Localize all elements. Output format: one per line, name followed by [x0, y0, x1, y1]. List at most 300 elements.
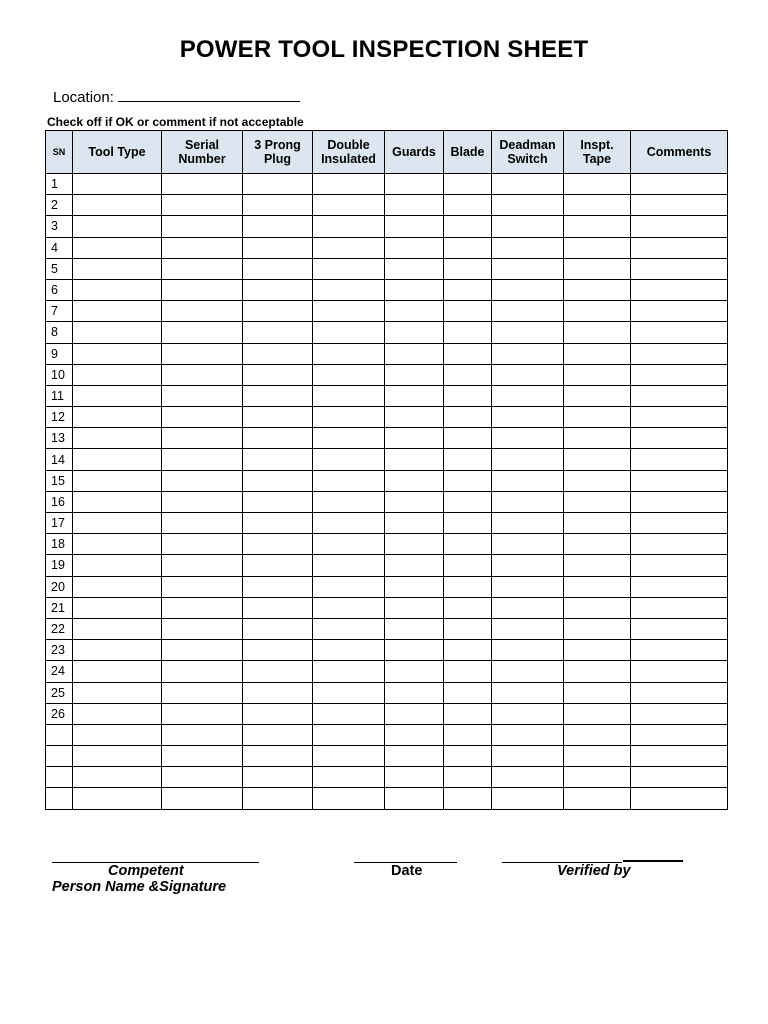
cell-blade[interactable] — [444, 428, 492, 449]
cell-inspt-tape[interactable] — [564, 682, 631, 703]
cell-3-prong-plug[interactable] — [243, 576, 313, 597]
cell-3-prong-plug[interactable] — [243, 470, 313, 491]
cell-double-insulated[interactable] — [313, 322, 385, 343]
cell-inspt-tape[interactable] — [564, 788, 631, 809]
table-header-row — [46, 131, 728, 174]
cell-blade[interactable] — [444, 195, 492, 216]
cell-inspt-tape[interactable] — [564, 428, 631, 449]
cell-inspt-tape[interactable] — [564, 343, 631, 364]
cell-guards[interactable] — [385, 385, 444, 406]
cell-deadman-switch[interactable] — [492, 767, 564, 788]
cell-tool-type[interactable] — [73, 534, 162, 555]
row-number-cell: 21 — [46, 597, 73, 618]
cell-serial-number[interactable] — [162, 788, 243, 809]
cell-tool-type[interactable] — [73, 322, 162, 343]
cell-serial-number[interactable] — [162, 682, 243, 703]
cell-tool-type[interactable] — [73, 258, 162, 279]
cell-inspt-tape[interactable] — [564, 640, 631, 661]
cell-inspt-tape[interactable] — [564, 470, 631, 491]
cell-deadman-switch[interactable] — [492, 237, 564, 258]
cell-guards[interactable] — [385, 449, 444, 470]
cell-double-insulated[interactable] — [313, 470, 385, 491]
cell-guards[interactable] — [385, 661, 444, 682]
cell-serial-number[interactable] — [162, 237, 243, 258]
table-row — [46, 534, 728, 555]
cell-deadman-switch[interactable] — [492, 555, 564, 576]
cell-blade[interactable] — [444, 534, 492, 555]
cell-tool-type[interactable] — [73, 746, 162, 767]
cell-guards[interactable] — [385, 534, 444, 555]
cell-double-insulated[interactable] — [313, 597, 385, 618]
cell-guards[interactable] — [385, 301, 444, 322]
cell-serial-number[interactable] — [162, 385, 243, 406]
cell-serial-number[interactable] — [162, 174, 243, 195]
row-number-cell: 19 — [46, 555, 73, 576]
table-row — [46, 682, 728, 703]
cell-deadman-switch[interactable] — [492, 470, 564, 491]
cell-guards[interactable] — [385, 470, 444, 491]
cell-deadman-switch[interactable] — [492, 195, 564, 216]
cell-double-insulated[interactable] — [313, 513, 385, 534]
row-number-cell: 16 — [46, 491, 73, 512]
cell-comments[interactable] — [631, 618, 728, 639]
table-row — [46, 640, 728, 661]
cell-blade[interactable] — [444, 597, 492, 618]
row-number-cell: 12 — [46, 407, 73, 428]
cell-3-prong-plug[interactable] — [243, 322, 313, 343]
cell-double-insulated[interactable] — [313, 216, 385, 237]
cell-double-insulated[interactable] — [313, 618, 385, 639]
cell-guards[interactable] — [385, 279, 444, 300]
cell-inspt-tape[interactable] — [564, 618, 631, 639]
cell-comments[interactable] — [631, 534, 728, 555]
cell-serial-number[interactable] — [162, 195, 243, 216]
cell-inspt-tape[interactable] — [564, 385, 631, 406]
cell-3-prong-plug[interactable] — [243, 237, 313, 258]
cell-blade[interactable] — [444, 491, 492, 512]
cell-blade[interactable] — [444, 322, 492, 343]
cell-serial-number[interactable] — [162, 428, 243, 449]
cell-serial-number[interactable] — [162, 661, 243, 682]
cell-blade[interactable] — [444, 513, 492, 534]
cell-3-prong-plug[interactable] — [243, 555, 313, 576]
cell-deadman-switch[interactable] — [492, 576, 564, 597]
cell-blade[interactable] — [444, 385, 492, 406]
cell-deadman-switch[interactable] — [492, 597, 564, 618]
cell-guards[interactable] — [385, 640, 444, 661]
cell-serial-number[interactable] — [162, 343, 243, 364]
cell-deadman-switch[interactable] — [492, 364, 564, 385]
cell-double-insulated[interactable] — [313, 576, 385, 597]
cell-guards[interactable] — [385, 174, 444, 195]
cell-deadman-switch[interactable] — [492, 428, 564, 449]
cell-serial-number[interactable] — [162, 470, 243, 491]
cell-inspt-tape[interactable] — [564, 767, 631, 788]
cell-inspt-tape[interactable] — [564, 661, 631, 682]
cell-guards[interactable] — [385, 237, 444, 258]
cell-double-insulated[interactable] — [313, 767, 385, 788]
cell-blade[interactable] — [444, 343, 492, 364]
table-row — [46, 195, 728, 216]
cell-serial-number[interactable] — [162, 364, 243, 385]
cell-deadman-switch[interactable] — [492, 279, 564, 300]
row-number-cell — [46, 788, 73, 809]
cell-guards[interactable] — [385, 216, 444, 237]
cell-deadman-switch[interactable] — [492, 534, 564, 555]
cell-comments[interactable] — [631, 597, 728, 618]
cell-guards[interactable] — [385, 428, 444, 449]
cell-comments[interactable] — [631, 301, 728, 322]
cell-deadman-switch[interactable] — [492, 513, 564, 534]
cell-deadman-switch[interactable] — [492, 703, 564, 724]
cell-double-insulated[interactable] — [313, 407, 385, 428]
cell-blade[interactable] — [444, 555, 492, 576]
cell-double-insulated[interactable] — [313, 301, 385, 322]
date-label: Date — [391, 863, 423, 879]
cell-blade[interactable] — [444, 767, 492, 788]
cell-comments[interactable] — [631, 216, 728, 237]
cell-3-prong-plug[interactable] — [243, 216, 313, 237]
cell-blade[interactable] — [444, 407, 492, 428]
cell-3-prong-plug[interactable] — [243, 258, 313, 279]
cell-deadman-switch[interactable] — [492, 322, 564, 343]
cell-double-insulated[interactable] — [313, 661, 385, 682]
cell-inspt-tape[interactable] — [564, 513, 631, 534]
cell-deadman-switch[interactable] — [492, 682, 564, 703]
cell-deadman-switch[interactable] — [492, 343, 564, 364]
table-row — [46, 301, 728, 322]
cell-comments[interactable] — [631, 703, 728, 724]
cell-blade[interactable] — [444, 703, 492, 724]
cell-3-prong-plug[interactable] — [243, 703, 313, 724]
cell-comments[interactable] — [631, 449, 728, 470]
cell-deadman-switch[interactable] — [492, 174, 564, 195]
cell-blade[interactable] — [444, 216, 492, 237]
cell-comments[interactable] — [631, 407, 728, 428]
cell-3-prong-plug[interactable] — [243, 661, 313, 682]
cell-blade[interactable] — [444, 661, 492, 682]
cell-blade[interactable] — [444, 746, 492, 767]
cell-3-prong-plug[interactable] — [243, 513, 313, 534]
cell-double-insulated[interactable] — [313, 449, 385, 470]
cell-blade[interactable] — [444, 237, 492, 258]
cell-tool-type[interactable] — [73, 640, 162, 661]
cell-comments[interactable] — [631, 428, 728, 449]
cell-double-insulated[interactable] — [313, 703, 385, 724]
cell-serial-number[interactable] — [162, 407, 243, 428]
cell-tool-type[interactable] — [73, 237, 162, 258]
cell-inspt-tape[interactable] — [564, 364, 631, 385]
cell-inspt-tape[interactable] — [564, 491, 631, 512]
inspection-table — [45, 130, 728, 810]
cell-3-prong-plug[interactable] — [243, 301, 313, 322]
cell-tool-type[interactable] — [73, 449, 162, 470]
cell-deadman-switch[interactable] — [492, 661, 564, 682]
header-tool-type: Tool Type — [73, 131, 162, 174]
cell-guards[interactable] — [385, 576, 444, 597]
cell-double-insulated[interactable] — [313, 534, 385, 555]
cell-deadman-switch[interactable] — [492, 640, 564, 661]
cell-inspt-tape[interactable] — [564, 449, 631, 470]
cell-guards[interactable] — [385, 555, 444, 576]
table-row — [46, 576, 728, 597]
cell-tool-type[interactable] — [73, 788, 162, 809]
cell-inspt-tape[interactable] — [564, 174, 631, 195]
cell-double-insulated[interactable] — [313, 491, 385, 512]
cell-guards[interactable] — [385, 618, 444, 639]
cell-3-prong-plug[interactable] — [243, 767, 313, 788]
cell-double-insulated[interactable] — [313, 788, 385, 809]
cell-inspt-tape[interactable] — [564, 746, 631, 767]
cell-tool-type[interactable] — [73, 597, 162, 618]
cell-double-insulated[interactable] — [313, 258, 385, 279]
cell-tool-type[interactable] — [73, 428, 162, 449]
cell-double-insulated[interactable] — [313, 364, 385, 385]
cell-deadman-switch[interactable] — [492, 746, 564, 767]
cell-comments[interactable] — [631, 513, 728, 534]
cell-deadman-switch[interactable] — [492, 385, 564, 406]
cell-guards[interactable] — [385, 364, 444, 385]
cell-comments[interactable] — [631, 640, 728, 661]
cell-deadman-switch[interactable] — [492, 788, 564, 809]
cell-tool-type[interactable] — [73, 513, 162, 534]
cell-comments[interactable] — [631, 491, 728, 512]
cell-inspt-tape[interactable] — [564, 279, 631, 300]
table-row — [46, 343, 728, 364]
cell-3-prong-plug[interactable] — [243, 195, 313, 216]
cell-serial-number[interactable] — [162, 618, 243, 639]
cell-3-prong-plug[interactable] — [243, 788, 313, 809]
table-row — [46, 703, 728, 724]
cell-inspt-tape[interactable] — [564, 301, 631, 322]
cell-3-prong-plug[interactable] — [243, 746, 313, 767]
row-number-cell: 7 — [46, 301, 73, 322]
cell-3-prong-plug[interactable] — [243, 449, 313, 470]
cell-double-insulated[interactable] — [313, 343, 385, 364]
cell-3-prong-plug[interactable] — [243, 682, 313, 703]
cell-serial-number[interactable] — [162, 767, 243, 788]
cell-comments[interactable] — [631, 661, 728, 682]
cell-double-insulated[interactable] — [313, 385, 385, 406]
cell-tool-type[interactable] — [73, 195, 162, 216]
cell-blade[interactable] — [444, 618, 492, 639]
cell-tool-type[interactable] — [73, 470, 162, 491]
cell-serial-number[interactable] — [162, 534, 243, 555]
cell-tool-type[interactable] — [73, 301, 162, 322]
cell-inspt-tape[interactable] — [564, 555, 631, 576]
cell-inspt-tape[interactable] — [564, 597, 631, 618]
cell-serial-number[interactable] — [162, 724, 243, 745]
cell-tool-type[interactable] — [73, 661, 162, 682]
cell-serial-number[interactable] — [162, 555, 243, 576]
cell-3-prong-plug[interactable] — [243, 428, 313, 449]
cell-tool-type[interactable] — [73, 407, 162, 428]
cell-double-insulated[interactable] — [313, 682, 385, 703]
cell-comments[interactable] — [631, 724, 728, 745]
cell-serial-number[interactable] — [162, 513, 243, 534]
table-row — [46, 279, 728, 300]
cell-double-insulated[interactable] — [313, 746, 385, 767]
cell-double-insulated[interactable] — [313, 195, 385, 216]
competent-label: Competent — [108, 863, 184, 879]
cell-deadman-switch[interactable] — [492, 491, 564, 512]
cell-serial-number[interactable] — [162, 746, 243, 767]
cell-serial-number[interactable] — [162, 597, 243, 618]
cell-inspt-tape[interactable] — [564, 237, 631, 258]
cell-guards[interactable] — [385, 788, 444, 809]
cell-3-prong-plug[interactable] — [243, 724, 313, 745]
cell-inspt-tape[interactable] — [564, 703, 631, 724]
cell-double-insulated[interactable] — [313, 724, 385, 745]
cell-comments[interactable] — [631, 195, 728, 216]
cell-inspt-tape[interactable] — [564, 195, 631, 216]
cell-comments[interactable] — [631, 237, 728, 258]
cell-guards[interactable] — [385, 322, 444, 343]
cell-deadman-switch[interactable] — [492, 449, 564, 470]
cell-guards[interactable] — [385, 682, 444, 703]
header-serial-number: Serial Number — [162, 131, 243, 174]
cell-tool-type[interactable] — [73, 555, 162, 576]
cell-blade[interactable] — [444, 279, 492, 300]
cell-tool-type[interactable] — [73, 343, 162, 364]
row-number-cell: 20 — [46, 576, 73, 597]
cell-tool-type[interactable] — [73, 491, 162, 512]
cell-3-prong-plug[interactable] — [243, 534, 313, 555]
cell-comments[interactable] — [631, 279, 728, 300]
cell-comments[interactable] — [631, 385, 728, 406]
cell-tool-type[interactable] — [73, 703, 162, 724]
cell-tool-type[interactable] — [73, 576, 162, 597]
cell-3-prong-plug[interactable] — [243, 407, 313, 428]
cell-blade[interactable] — [444, 301, 492, 322]
cell-blade[interactable] — [444, 724, 492, 745]
cell-blade[interactable] — [444, 576, 492, 597]
cell-serial-number[interactable] — [162, 640, 243, 661]
row-number-cell: 3 — [46, 216, 73, 237]
cell-tool-type[interactable] — [73, 682, 162, 703]
cell-comments[interactable] — [631, 343, 728, 364]
cell-guards[interactable] — [385, 597, 444, 618]
cell-inspt-tape[interactable] — [564, 724, 631, 745]
cell-comments[interactable] — [631, 322, 728, 343]
table-row — [46, 174, 728, 195]
cell-guards[interactable] — [385, 491, 444, 512]
cell-serial-number[interactable] — [162, 258, 243, 279]
cell-inspt-tape[interactable] — [564, 534, 631, 555]
cell-blade[interactable] — [444, 640, 492, 661]
cell-tool-type[interactable] — [73, 724, 162, 745]
cell-serial-number[interactable] — [162, 322, 243, 343]
cell-3-prong-plug[interactable] — [243, 343, 313, 364]
cell-inspt-tape[interactable] — [564, 258, 631, 279]
cell-comments[interactable] — [631, 788, 728, 809]
cell-blade[interactable] — [444, 682, 492, 703]
cell-guards[interactable] — [385, 195, 444, 216]
cell-tool-type[interactable] — [73, 767, 162, 788]
cell-inspt-tape[interactable] — [564, 407, 631, 428]
cell-serial-number[interactable] — [162, 449, 243, 470]
cell-comments[interactable] — [631, 682, 728, 703]
cell-comments[interactable] — [631, 555, 728, 576]
cell-guards[interactable] — [385, 724, 444, 745]
cell-3-prong-plug[interactable] — [243, 385, 313, 406]
cell-guards[interactable] — [385, 343, 444, 364]
cell-comments[interactable] — [631, 746, 728, 767]
cell-double-insulated[interactable] — [313, 428, 385, 449]
cell-3-prong-plug[interactable] — [243, 364, 313, 385]
cell-comments[interactable] — [631, 576, 728, 597]
cell-blade[interactable] — [444, 364, 492, 385]
cell-tool-type[interactable] — [73, 174, 162, 195]
cell-serial-number[interactable] — [162, 576, 243, 597]
cell-3-prong-plug[interactable] — [243, 491, 313, 512]
cell-tool-type[interactable] — [73, 364, 162, 385]
cell-double-insulated[interactable] — [313, 640, 385, 661]
cell-blade[interactable] — [444, 788, 492, 809]
cell-tool-type[interactable] — [73, 618, 162, 639]
table-row — [46, 618, 728, 639]
cell-3-prong-plug[interactable] — [243, 640, 313, 661]
cell-comments[interactable] — [631, 470, 728, 491]
location-label: Location: — [53, 89, 114, 106]
cell-comments[interactable] — [631, 767, 728, 788]
cell-inspt-tape[interactable] — [564, 216, 631, 237]
cell-inspt-tape[interactable] — [564, 322, 631, 343]
cell-blade[interactable] — [444, 470, 492, 491]
cell-deadman-switch[interactable] — [492, 301, 564, 322]
document-title: POWER TOOL INSPECTION SHEET — [179, 36, 589, 63]
cell-guards[interactable] — [385, 746, 444, 767]
cell-guards[interactable] — [385, 513, 444, 534]
cell-serial-number[interactable] — [162, 216, 243, 237]
cell-3-prong-plug[interactable] — [243, 618, 313, 639]
cell-blade[interactable] — [444, 258, 492, 279]
header-sn: SN — [46, 131, 73, 174]
cell-serial-number[interactable] — [162, 279, 243, 300]
cell-double-insulated[interactable] — [313, 237, 385, 258]
cell-deadman-switch[interactable] — [492, 618, 564, 639]
cell-deadman-switch[interactable] — [492, 216, 564, 237]
cell-tool-type[interactable] — [73, 385, 162, 406]
cell-inspt-tape[interactable] — [564, 576, 631, 597]
cell-guards[interactable] — [385, 767, 444, 788]
cell-3-prong-plug[interactable] — [243, 174, 313, 195]
cell-double-insulated[interactable] — [313, 174, 385, 195]
cell-guards[interactable] — [385, 407, 444, 428]
cell-comments[interactable] — [631, 258, 728, 279]
cell-deadman-switch[interactable] — [492, 724, 564, 745]
cell-deadman-switch[interactable] — [492, 407, 564, 428]
cell-blade[interactable] — [444, 449, 492, 470]
row-number-cell — [46, 746, 73, 767]
cell-serial-number[interactable] — [162, 301, 243, 322]
cell-comments[interactable] — [631, 174, 728, 195]
cell-serial-number[interactable] — [162, 491, 243, 512]
cell-double-insulated[interactable] — [313, 555, 385, 576]
cell-3-prong-plug[interactable] — [243, 597, 313, 618]
cell-tool-type[interactable] — [73, 279, 162, 300]
cell-deadman-switch[interactable] — [492, 258, 564, 279]
cell-tool-type[interactable] — [73, 216, 162, 237]
row-number-cell: 17 — [46, 513, 73, 534]
cell-3-prong-plug[interactable] — [243, 279, 313, 300]
cell-guards[interactable] — [385, 703, 444, 724]
cell-serial-number[interactable] — [162, 703, 243, 724]
cell-guards[interactable] — [385, 258, 444, 279]
cell-double-insulated[interactable] — [313, 279, 385, 300]
cell-comments[interactable] — [631, 364, 728, 385]
cell-blade[interactable] — [444, 174, 492, 195]
